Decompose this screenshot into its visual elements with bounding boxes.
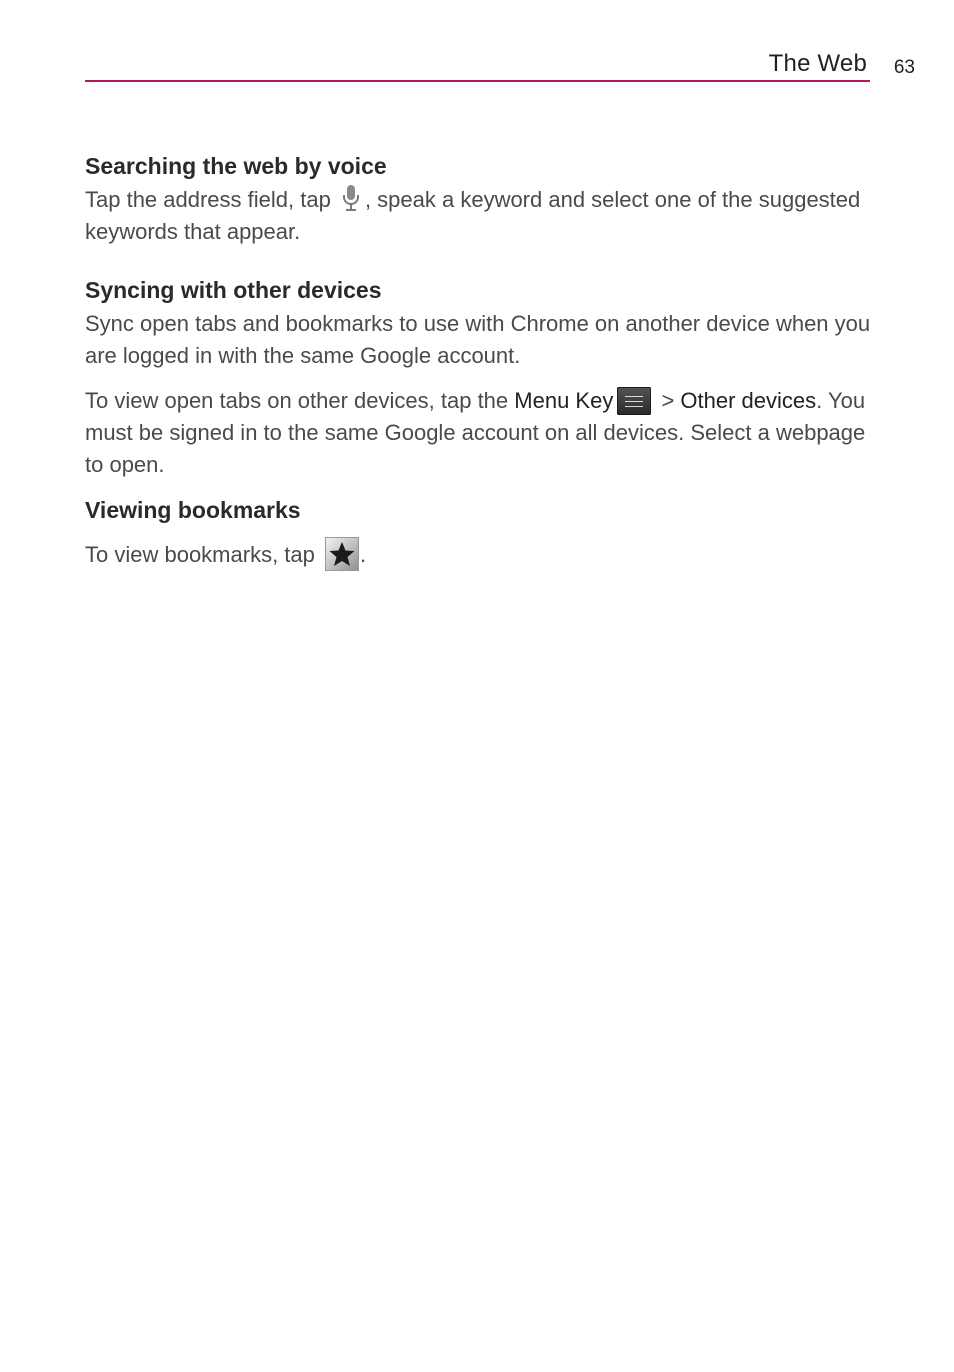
chapter-title: The Web <box>768 50 867 77</box>
page-content <box>85 150 875 573</box>
menu-key-icon <box>617 387 651 415</box>
body-text: . <box>359 542 367 568</box>
bookmark-star-icon <box>325 537 359 571</box>
page-number: 63 <box>893 57 915 78</box>
section-body <box>85 539 875 573</box>
section-bookmarks <box>85 494 875 573</box>
section-heading: Searching the web by voice <box>85 153 387 179</box>
section-heading: Syncing with other devices <box>85 277 382 304</box>
body-text: , speak a keyword and select one of the suggested keywords that appear. <box>85 187 861 245</box>
body-text: Tap the address field, tap <box>85 187 337 212</box>
separator-text: > <box>655 388 681 414</box>
section-syncing <box>85 274 875 481</box>
section-body <box>85 184 875 248</box>
microphone-icon <box>339 183 363 213</box>
other-devices-label: Other devices <box>680 388 817 414</box>
section-body <box>85 385 875 481</box>
page-header <box>85 48 915 84</box>
section-body: Sync open tabs and bookmarks to use with Chrome on another device when you are logged in with the same Google account. <box>85 311 871 369</box>
body-text: . You must be signed in to the same Google account on all devices. Select a webpage to open. <box>85 388 866 478</box>
body-text: To view bookmarks, tap <box>85 542 321 568</box>
menu-key-label: Menu Key <box>514 388 614 414</box>
section-voice-search <box>85 150 875 248</box>
body-text: To view open tabs on other devices, tap the <box>85 388 515 414</box>
section-heading: Viewing bookmarks <box>85 497 301 524</box>
header-divider <box>85 80 870 82</box>
